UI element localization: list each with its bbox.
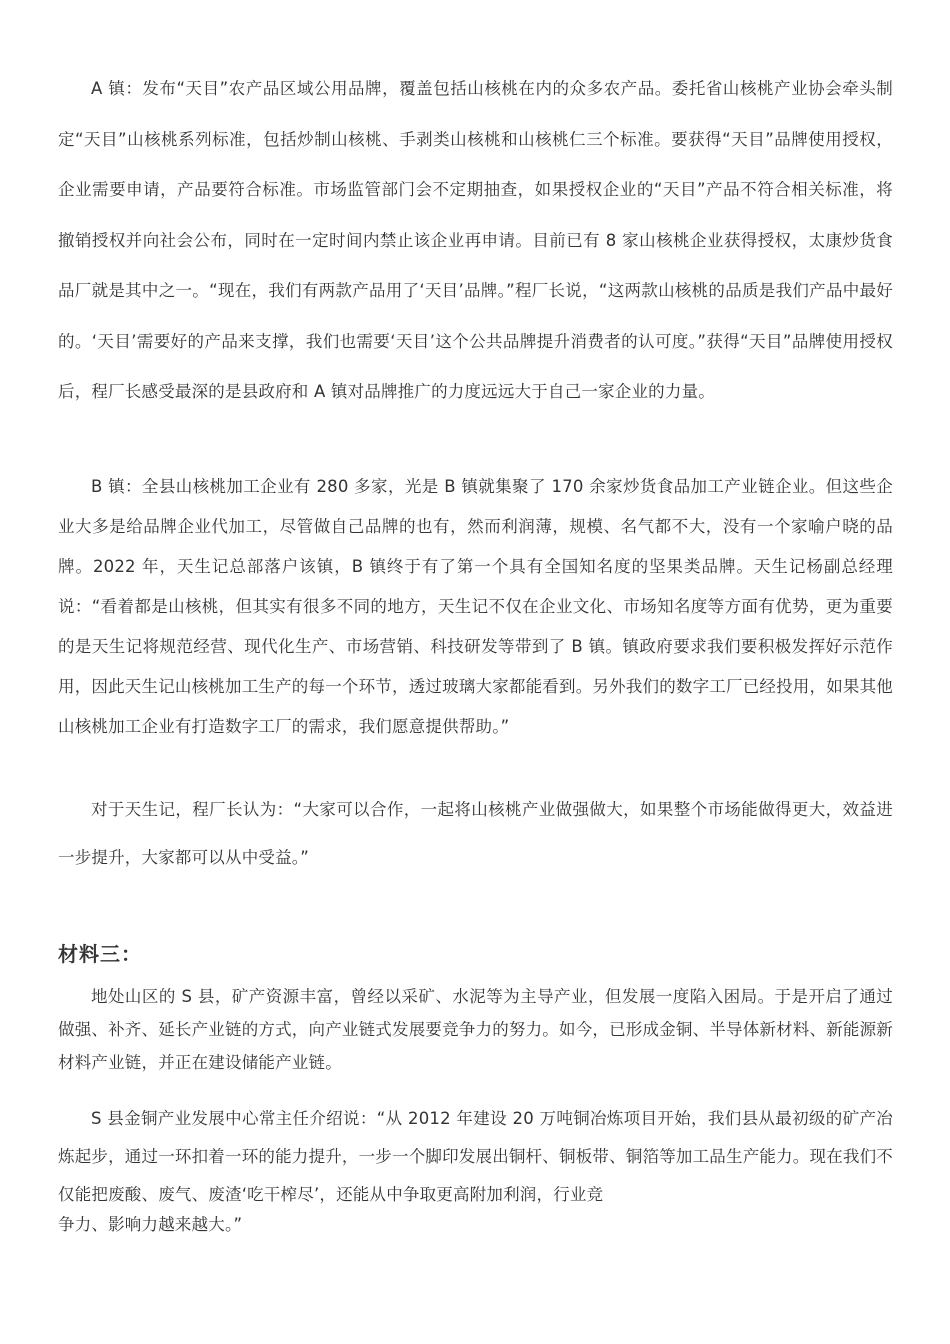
paragraph-s-county-overview: 地处山区的 S 县，矿产资源丰富，曾经以采矿、水泥等为主导产业，但发展一度陷入困局。于是开启了通过做强、补齐、延长产业链的方式，向产业链式发展要竞争力的努力。如今，已形成金铜、半导体新材料、新能源新材料产业链，并正在建设储能产业链。	[58, 987, 893, 1072]
paragraph-town-b: B 镇：全县山核桃加工企业有 280 多家，光是 B 镇就集聚了 170 余家炒货食品加工产业链企业。但这些企业大多是给品牌企业代加工，尽管做自己品牌的也有，然而利润薄，规模、名气都不大，没有一个家喻户晓的品牌。2022 年，天生记总部落户该镇，B 镇终于有了第一个具有全国知名度的坚果类品牌。天生记杨副总经理说：“看着都是山核桃，但其实有很多不同的地方，天生记不仅在企业文化、市场知名度等方面有优势，更为重要的是天生记将规范经营、现代化生产、市场营销、科技研发等带到了 B 镇。镇政府要求我们要积极发挥好示范作用，因此天生记山核桃加工生产的每一个环节，透过玻璃大家都能看到。另外我们的数字工厂已经投用，如果其他山核桃加工企业有打造数字工厂的需求，我们愿意提供帮助。”	[58, 477, 893, 736]
paragraph-town-a: A 镇：发布“天目”农产品区域公用品牌，覆盖包括山核桃在内的众多农产品。委托省山核桃产业协会牵头制定“天目”山核桃系列标准，包括炒制山核桃、手剥类山核桃和山核桃仁三个标准。要获得“天目”品牌使用授权，企业需要申请，产品要符合标准。市场监管部门会不定期抽查，如果授权企业的“天目”产品不符合相关标准，将撤销授权并向社会公布，同时在一定时间内禁止该企业再申请。目前已有 8 家山核桃企业获得授权，太康炒货食品厂就是其中之一。“现在，我们有两款产品用了‘天目’品牌。”程厂长说，“这两款山核桃的品质是我们产品中最好的。‘天目’需要好的产品来支撑，我们也需要‘天目’这个公共品牌提升消费者的认可度。”获得“天目”品牌使用授权后，程厂长感受最深的是县政府和 A 镇对品牌推广的力度远远大于自己一家企业的力量。	[58, 79, 893, 401]
paragraph-factory-director-view: 对于天生记，程厂长认为：“大家可以合作，一起将山核桃产业做强做大，如果整个市场能做得更大，效益进一步提升，大家都可以从中受益。”	[58, 800, 893, 867]
paragraph-copper-industry-quote-end: 争力、影响力越来越大。”	[58, 1215, 243, 1234]
paragraph-copper-industry-quote: S 县金铜产业发展中心常主任介绍说：“从 2012 年建设 20 万吨铜冶炼项目开始，我们县从最初级的矿产冶炼起步，通过一环扣着一环的能力提升，一步一个脚印发展出铜杆、铜板带、铜箔等加工品生产能力。现在我们不仅能把废酸、废气、废渣‘吃干榨尽’，还能从中争取更高附加利润，行业竞	[58, 1109, 893, 1204]
section-heading-material-three: 材料三：	[58, 942, 142, 966]
